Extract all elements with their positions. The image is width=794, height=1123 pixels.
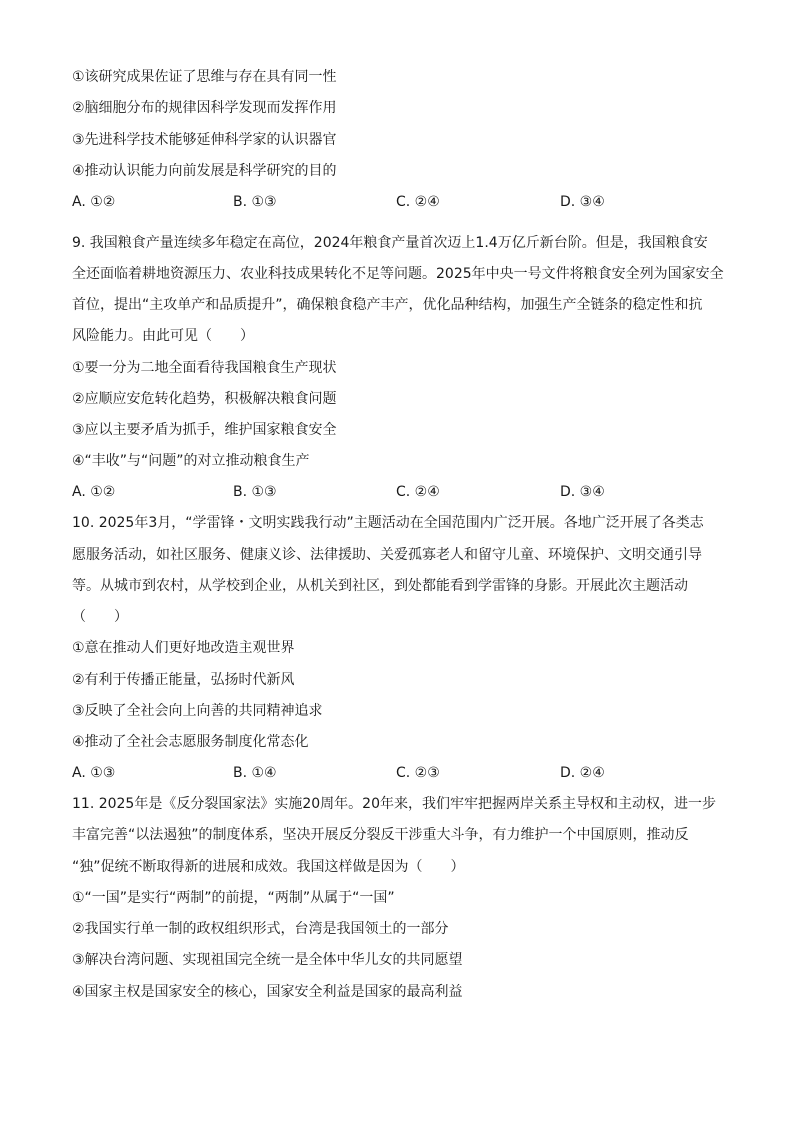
q10-stem-line-4: （ ） [72,609,128,625]
q11-statement-3: ③解决台湾问题、实现祖国完全统一是全体中华儿女的共同愿望 [72,952,463,968]
q9-option-c[interactable]: C. ②④ [396,484,440,500]
q9-stem-line-4: 风险能力。由此可见（ ） [72,328,254,344]
q8-option-d[interactable]: D. ③④ [560,194,605,210]
q9-options [72,482,732,502]
q9-stem-line-2: 全还面临着耕地资源压力、农业科技成果转化不足等问题。2025年中央一号文件将粮食安全列为国家安全 [72,266,724,282]
q10-statement-4: ④推动了全社会志愿服务制度化常态化 [72,734,309,750]
q11-stem-line-3: “独”促统不断取得新的进展和成效。我国这样做是因为（ ） [72,859,465,875]
q10-statement-2: ②有利于传播正能量，弘扬时代新风 [72,672,295,688]
q10-option-c[interactable]: C. ②③ [396,765,440,781]
q9-option-d[interactable]: D. ③④ [560,484,605,500]
q9-stem-line-3: 首位，提出“主攻单产和品质提升”，确保粮食稳产丰产，优化品种结构，加强生产全链条的稳定性和抗 [72,297,703,313]
q8-statement-3: ③先进科学技术能够延伸科学家的认识器官 [72,132,337,148]
q8-option-a[interactable]: A. ①② [72,194,116,210]
q9-statement-2: ②应顺应安危转化趋势，积极解决粮食问题 [72,391,337,407]
q8-statement-1: ①该研究成果佐证了思维与存在具有同一性 [72,69,337,85]
q11-statement-2: ②我国实行单一制的政权组织形式，台湾是我国领土的一部分 [72,921,449,937]
q10-option-a[interactable]: A. ①③ [72,765,116,781]
q10-option-d[interactable]: D. ②④ [560,765,605,781]
q9-statement-1: ①要一分为二地全面看待我国粮食生产现状 [72,360,337,376]
q9-statement-3: ③应以主要矛盾为抓手，维护国家粮食安全 [72,422,337,438]
q11-statement-1: ①“一国”是实行“两制”的前提，“两制”从属于“一国” [72,890,395,906]
q10-stem-line-2: 愿服务活动，如社区服务、健康义诊、法律援助、关爱孤寡老人和留守儿童、环境保护、文明交通引导 [72,547,702,563]
q8-option-b[interactable]: B. ①③ [233,194,277,210]
q11-statement-4: ④国家主权是国家安全的核心，国家安全利益是国家的最高利益 [72,984,463,1000]
q10-option-b[interactable]: B. ①④ [233,765,277,781]
q8-options [72,192,732,212]
q9-option-a[interactable]: A. ①② [72,484,116,500]
q9-statement-4: ④“丰收”与“问题”的对立推动粮食生产 [72,453,310,469]
q8-statement-2: ②脑细胞分布的规律因科学发现而发挥作用 [72,100,337,116]
q10-statement-3: ③反映了全社会向上向善的共同精神追求 [72,703,323,719]
q10-stem-line-3: 等。从城市到农村，从学校到企业，从机关到社区，到处都能看到学雷锋的身影。开展此次主题活动 [72,578,688,594]
q9-option-b[interactable]: B. ①③ [233,484,277,500]
q11-stem-line-1: 11. 2025年是《反分裂国家法》实施20周年。20年来，我们牢牢把握两岸关系主导权和主动权，进一步 [72,796,716,812]
q10-options [72,763,732,783]
q10-stem-line-1: 10. 2025年3月，“学雷锋・文明实践我行动”主题活动在全国范围内广泛开展。各地广泛开展了各类志 [72,515,704,531]
q9-stem-line-1: 9. 我国粮食产量连续多年稳定在高位，2024年粮食产量首次迈上1.4万亿斤新台阶。但是，我国粮食安 [72,235,708,251]
q10-statement-1: ①意在推动人们更好地改造主观世界 [72,640,295,656]
q8-statement-4: ④推动认识能力向前发展是科学研究的目的 [72,163,337,179]
q11-stem-line-2: 丰富完善“以法遏独”的制度体系，坚决开展反分裂反干涉重大斗争，有力维护一个中国原则，推动反 [72,827,689,843]
q8-option-c[interactable]: C. ②④ [396,194,440,210]
